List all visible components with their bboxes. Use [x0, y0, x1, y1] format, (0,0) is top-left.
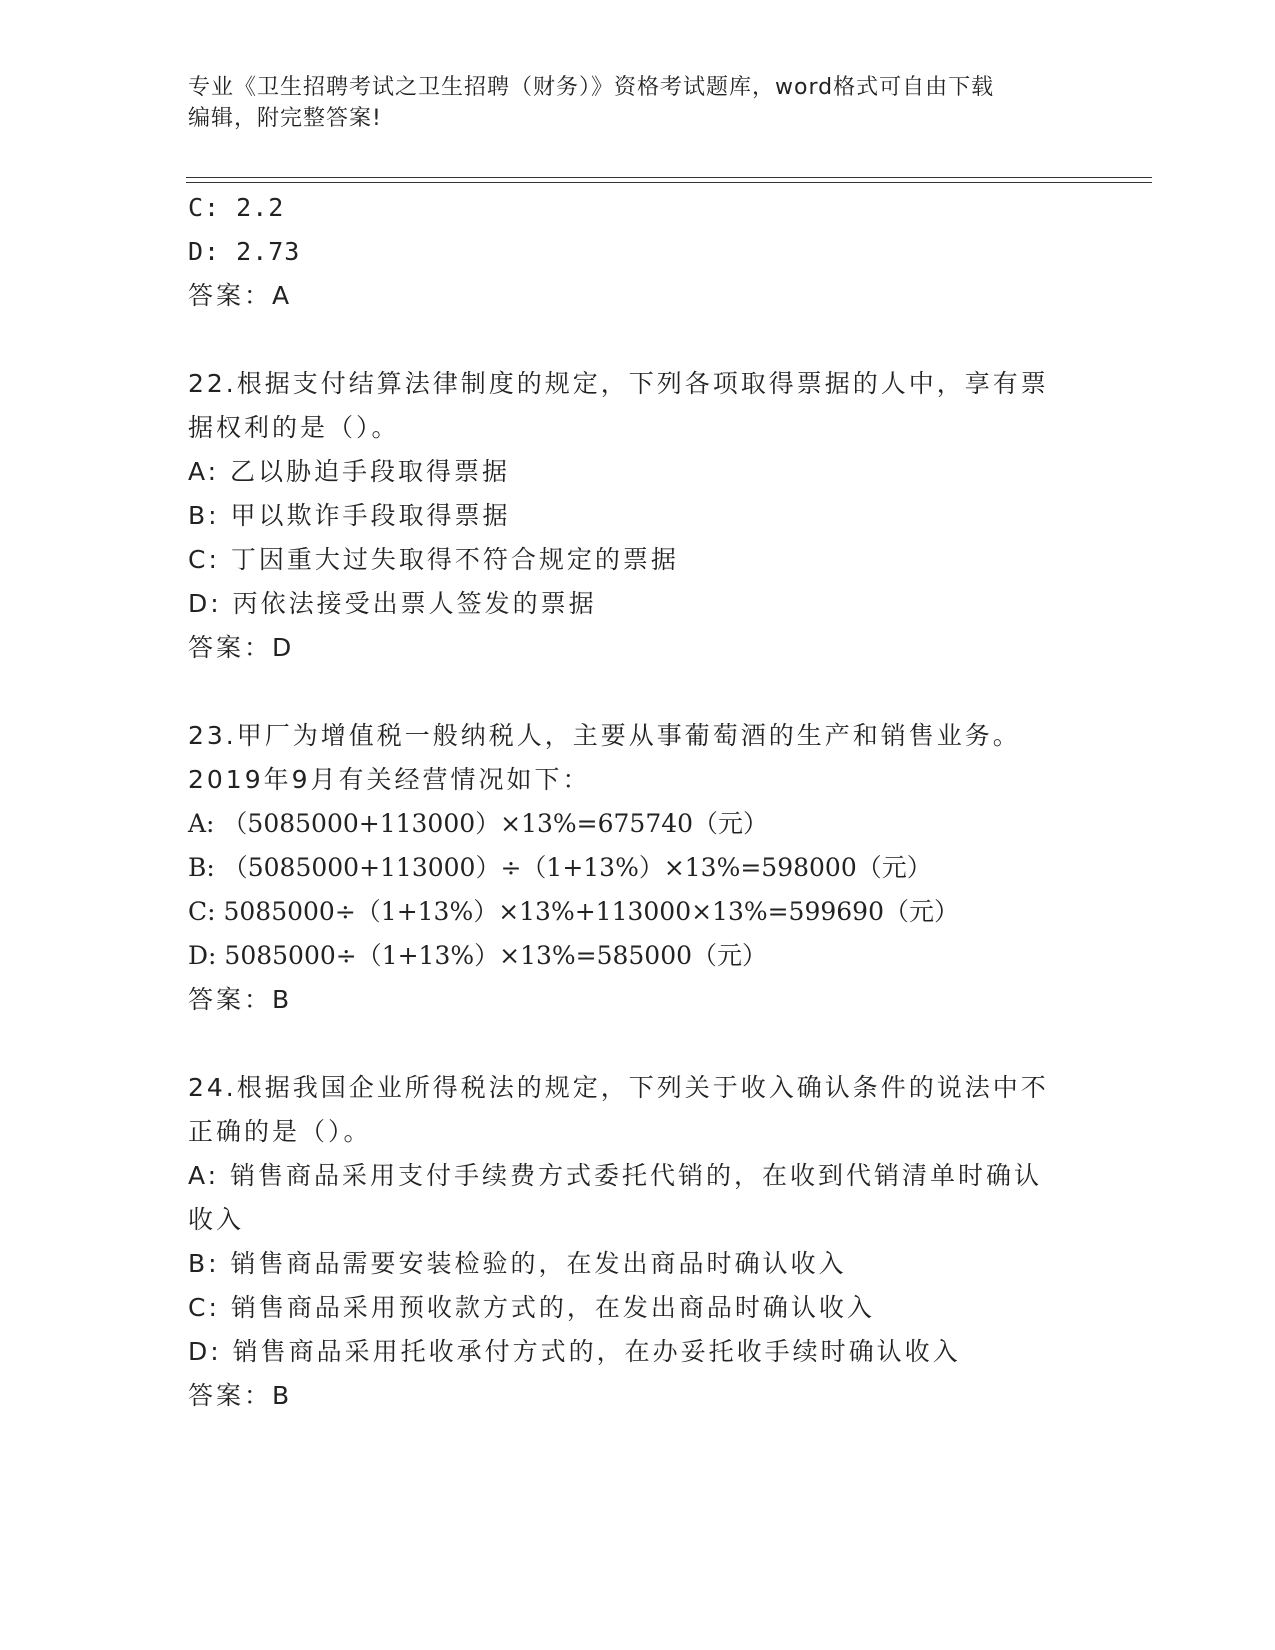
q24-option-d: D: 销售商品采用托收承付方式的，在办妥托收手续时确认收入 [188, 1337, 961, 1366]
q23-option-b: B: （5085000+113000）÷（1+13%）×13%=598000（元） [188, 853, 932, 882]
q23-option-d: D: 5085000÷（1+13%）×13%=585000（元） [188, 941, 768, 970]
q23-stem-line-2: 2019年9月有关经营情况如下： [188, 765, 591, 794]
q23-option-a: A: （5085000+113000）×13%=675740（元） [188, 809, 769, 838]
header-line-2: 编辑，附完整答案! [188, 106, 382, 131]
q24-answer: 答案：B [188, 1381, 293, 1410]
q22-option-d: D: 丙依法接受出票人签发的票据 [188, 589, 597, 618]
q21-option-c: C: 2.2 [188, 193, 285, 222]
q21-option-d: D: 2.73 [188, 237, 301, 266]
q23-answer: 答案：B [188, 985, 293, 1014]
q23-option-c: C: 5085000÷（1+13%）×13%+113000×13%=599690（元） [188, 897, 959, 926]
q22-stem-line-2: 据权利的是（）。 [188, 413, 400, 442]
q22-answer: 答案：D [188, 633, 295, 662]
q24-option-b: B: 销售商品需要安装检验的，在发出商品时确认收入 [188, 1249, 847, 1278]
q24-option-c: C: 销售商品采用预收款方式的，在发出商品时确认收入 [188, 1293, 875, 1322]
q24-stem-line-1: 24.根据我国企业所得税法的规定，下列关于收入确认条件的说法中不 [188, 1073, 1049, 1102]
q22-stem-line-1: 22.根据支付结算法律制度的规定，下列各项取得票据的人中，享有票 [188, 369, 1049, 398]
q24-stem-line-2: 正确的是（）。 [188, 1117, 372, 1146]
document-header [188, 72, 1068, 134]
q22-option-c: C: 丁因重大过失取得不符合规定的票据 [188, 545, 679, 574]
header-divider-bottom [186, 182, 1152, 183]
q23-stem-line-1: 23.甲厂为增值税一般纳税人，主要从事葡萄酒的生产和销售业务。 [188, 721, 1021, 750]
q24-option-a-line-2: 收入 [188, 1205, 245, 1234]
header-line-1: 专业《卫生招聘考试之卫生招聘（财务）》资格考试题库，word格式可自由下载 [188, 75, 995, 100]
header-divider-top [186, 177, 1152, 178]
q22-option-a: A: 乙以胁迫手段取得票据 [188, 457, 511, 486]
q22-option-b: B: 甲以欺诈手段取得票据 [188, 501, 511, 530]
q24-option-a-line-1: A: 销售商品采用支付手续费方式委托代销的，在收到代销清单时确认 [188, 1161, 1043, 1190]
q21-answer: 答案：A [188, 281, 293, 310]
